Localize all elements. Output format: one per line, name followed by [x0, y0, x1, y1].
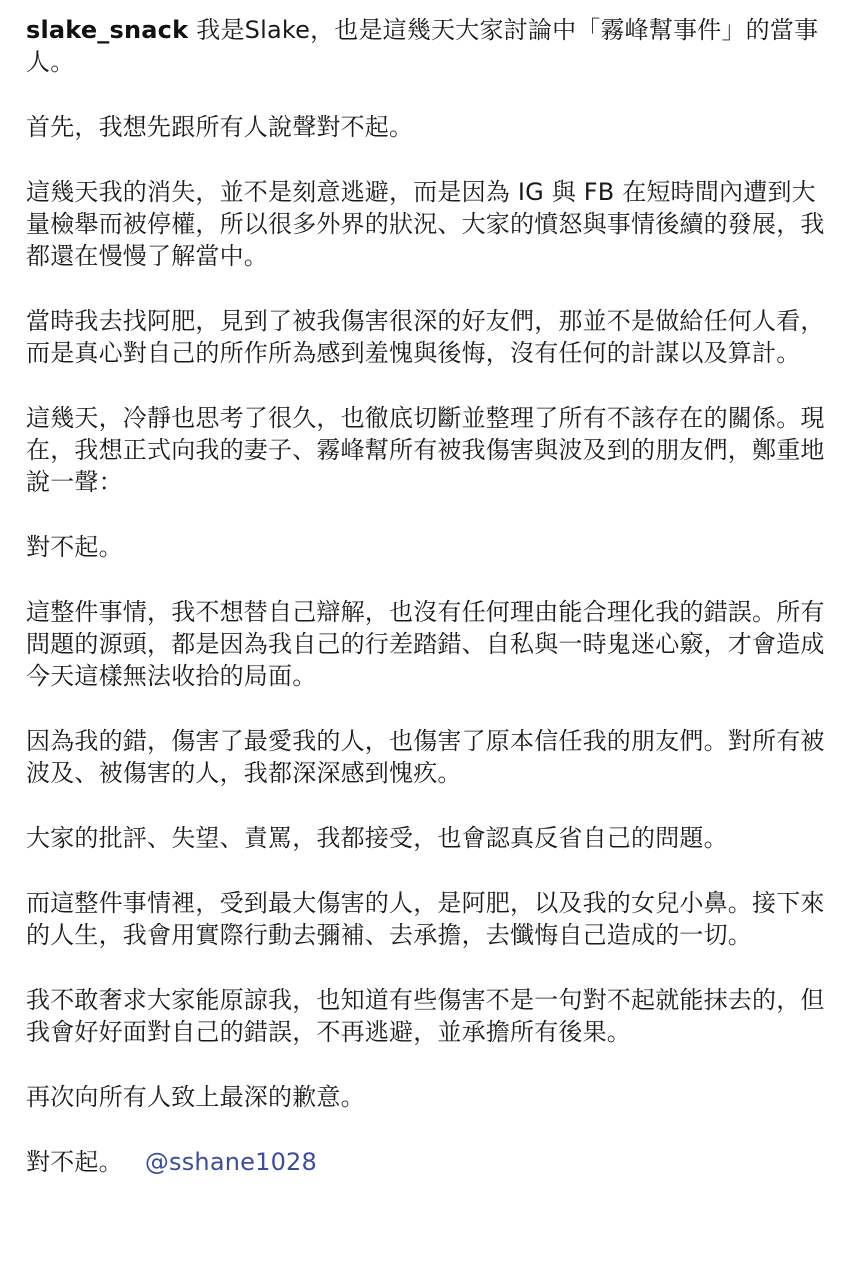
mention-link[interactable]: @sshane1028: [144, 1148, 317, 1176]
post-caption: [26, 14, 826, 1211]
caption-paragraph-6: 對不起。: [26, 533, 123, 561]
caption-paragraph-1: [26, 14, 826, 78]
caption-paragraph-3: 這幾天我的消失，並不是刻意逃避，而是因為 IG 與 FB 在短時間內遭到大量檢舉而被停權，所以很多外界的狀況、大家的憤怒與事情後續的發展，我都還在慢慢了解當中。: [26, 178, 825, 270]
caption-paragraph-5: 這幾天，冷靜也思考了很久，也徹底切斷並整理了所有不該存在的關係。現在，我想正式向我的妻子、霧峰幫所有被我傷害與波及到的朋友們，鄭重地說一聲：: [26, 404, 825, 496]
caption-paragraph-4: 當時我去找阿肥，見到了被我傷害很深的好友們，那並不是做給任何人看，而是真心對自己的所作所為感到羞愧與後悔，沒有任何的計謀以及算計。: [26, 307, 825, 367]
caption-paragraph-10: 而這整件事情裡，受到最大傷害的人，是阿肥，以及我的女兒小鼻。接下來的人生，我會用實際行動去彌補、去承擔，去懺悔自己造成的一切。: [26, 889, 825, 949]
caption-paragraph-11: 我不敢奢求大家能原諒我，也知道有些傷害不是一句對不起就能抹去的，但我會好好面對自己的錯誤，不再逃避，並承擔所有後果。: [26, 986, 825, 1046]
caption-paragraph-8: 因為我的錯，傷害了最愛我的人，也傷害了原本信任我的朋友們。對所有被波及、被傷害的人，我都深深感到愧疚。: [26, 727, 825, 787]
caption-paragraph-12: 再次向所有人致上最深的歉意。: [26, 1083, 365, 1111]
paragraph-text: 對不起。: [26, 1148, 123, 1176]
caption-paragraph-2: 首先，我想先跟所有人說聲對不起。: [26, 113, 414, 141]
paragraph-text: 我是Slake，也是這幾天大家討論中「霧峰幫事件」的當事人。: [26, 16, 819, 76]
caption-paragraph-7: 這整件事情，我不想替自己辯解，也沒有任何理由能合理化我的錯誤。所有問題的源頭，都是因為我自己的行差踏錯、自私與一時鬼迷心竅，才會造成今天這樣無法收拾的局面。: [26, 598, 825, 690]
caption-paragraph-9: 大家的批評、失望、責罵，我都接受，也會認真反省自己的問題。: [26, 824, 728, 852]
username-link[interactable]: slake_snack: [26, 16, 189, 44]
caption-paragraph-13: [26, 1146, 826, 1178]
